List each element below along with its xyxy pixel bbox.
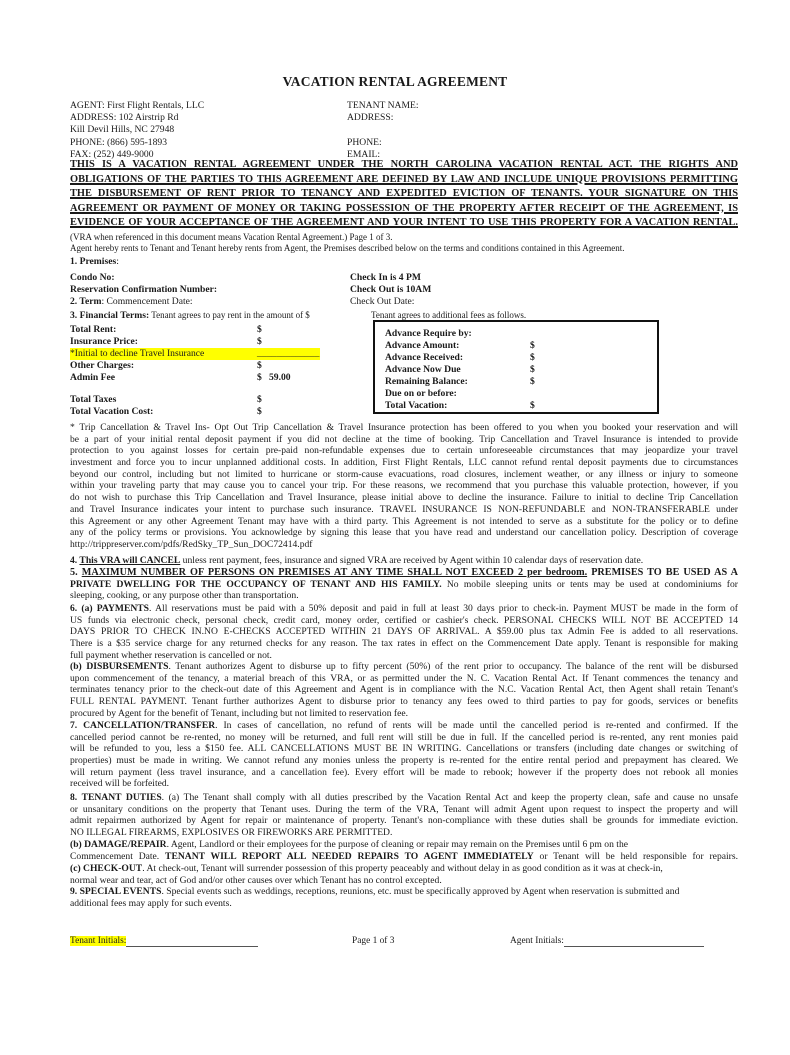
- premises-heading: [70, 256, 119, 267]
- fin-value[interactable]: $: [257, 406, 262, 417]
- paragraph-line: do not wish to purchase this Trip Cancellation and Travel Insurance, please initial above to decline the insurance. Failure to initial to decline Trip Cancellation: [70, 492, 738, 504]
- check-out-date-label[interactable]: Check Out Date:: [350, 296, 415, 307]
- advance-payment-box: [373, 320, 659, 414]
- section-text: NO ILLEGAL FIREARMS, EXPLOSIVES OR FIREWORKS ARE PERMITTED.: [70, 827, 393, 839]
- section-text: . In cases of cancellation, no refund of rents will be made until the cancelled period is re-rented and confirmed. If the: [215, 720, 738, 731]
- fin-value: $ 59.00: [257, 372, 291, 383]
- section-text: cancelled period cannot be re-rented, no money will be returned, and full rent will still be due in full. If the cancelled period is re-rented, any rent monies paid: [70, 731, 738, 743]
- section-text: . Tenant authorizes Agent to disburse up to fifty percent (50%) of the rent prior to occupancy. The balance of the rent will be disbursed: [168, 661, 738, 672]
- section-8-tenant-duties: [70, 792, 738, 839]
- section-text: additional fees may apply for such events.: [70, 897, 232, 909]
- decline-insurance-initial-field[interactable]: _____________: [257, 348, 320, 359]
- advance-value[interactable]: $: [530, 364, 535, 375]
- premises-colon: :: [116, 256, 119, 267]
- section-6a-payments: [70, 603, 738, 661]
- section-text: . Special events such as weddings, receptions, reunions, etc. must be specifically approved by Agent when reservation is submitted and: [161, 886, 680, 897]
- notice-line: THE DISBURSEMENT OF RENT PRIOR TO TENANCY AND EXPEDITED EVICTION OF TENANTS. YOUR SIGNATURE ON THIS: [70, 188, 738, 200]
- section-heading: (b) DISBURSEMENTS: [70, 661, 169, 672]
- advance-value[interactable]: $: [530, 340, 535, 351]
- section-text: procured by Agent for the benefit of Tenant, including but not limited to reservation fee.: [70, 707, 409, 719]
- advance-value[interactable]: $: [530, 400, 535, 411]
- advance-row[interactable]: [385, 340, 535, 352]
- paragraph-line: protection to you against losses for certain pre-paid non-refundable expenses due to certain unforeseeable circumstances that may jeopardize your travel: [70, 445, 738, 457]
- fin-label: *Initial to decline Travel Insurance: [70, 348, 205, 359]
- check-out-time: Check Out is 10AM: [350, 284, 432, 295]
- fin-label: Total Vacation Cost:: [70, 406, 154, 417]
- section-text-bold: TENANT WILL REPORT ALL NEEDED REPAIRS TO AGENT IMMEDIATELY: [165, 850, 534, 862]
- section-text: will be refunded to you, less a $150 fee. ALL CANCELLATIONS MUST BE IN WRITING. Cancellations or transfers (including date changes or switching of: [70, 743, 738, 755]
- tenant-initials-label: Tenant Initials:: [70, 936, 127, 946]
- page-number: Page 1 of 3: [352, 936, 395, 946]
- section-number: 5.: [70, 567, 82, 578]
- tenant-email-label[interactable]: EMAIL:: [347, 148, 381, 160]
- section-8b-damage-repair: [70, 839, 738, 862]
- section-text: will return payment (less travel insurance, and a cancellation fee). Every effort will be made to rebook; however if the property does not rebook all monies: [70, 766, 738, 778]
- section-text: . At check-out, Tenant will surrender possession of this property peaceably and without delay in as good condition as it was at check-in,: [142, 863, 663, 874]
- fin-row-insurance-price[interactable]: [70, 336, 320, 348]
- check-in-time: Check In is 4 PM: [350, 272, 421, 283]
- advance-row[interactable]: [385, 400, 535, 412]
- document-title: VACATION RENTAL AGREEMENT: [282, 74, 508, 89]
- agent-phone: PHONE: (866) 595-1893: [70, 136, 167, 148]
- paragraph-line: within your traveling party that may cause you to cancel your trip. For these reasons, we recommend that you purchase this valuable protection, however, if you: [70, 480, 738, 492]
- intro-text: Agent hereby rents to Tenant and Tenant hereby rents from Agent, the Premises described below on the terms and conditions contained in this Agreement.: [70, 243, 625, 253]
- fin-value[interactable]: $: [257, 394, 262, 405]
- premises-heading-text: 1. Premises: [70, 256, 117, 267]
- section-heading: (c) CHECK-OUT: [70, 863, 143, 874]
- fin-label: Total Taxes: [70, 394, 117, 405]
- coverage-link[interactable]: http://trippreserver.com/pdfs/RedSky_TP_Sun_DOC72414.pdf: [70, 538, 313, 550]
- paragraph-line: beyond our control, including but not limited to hurricane or storm-cause evacuations, road closures, inclement weather, or any illness or injury to someone: [70, 468, 738, 480]
- tenant-info: [347, 100, 419, 161]
- travel-insurance-paragraph: [70, 422, 738, 551]
- advance-row[interactable]: [385, 352, 535, 364]
- term-heading: 2. Term: [70, 296, 102, 307]
- financial-text: Tenant agrees to pay rent in the amount of $: [149, 310, 310, 320]
- fin-label: Other Charges:: [70, 360, 135, 371]
- advance-label: Due on or before:: [385, 388, 457, 399]
- paragraph-line: be a part of your initial rental deposit payment if you did not decline at the time of booking. Trip Cancellation and Travel Insurance is intended to provide: [70, 433, 738, 445]
- section-text: full payment whether reservation is cancelled or not.: [70, 649, 272, 661]
- section-text: US funds via electronic check, personal check, credit card, money order, certified or cashier's check. PERSONAL CHECKS WILL NOT BE ACCEPTED 14: [70, 614, 738, 626]
- section-text: or unsanitary conditions on the property that Tenant uses. During the term of the VRA, Tenant will admit Agent upon request to inspect the property and will: [70, 803, 738, 815]
- section-text: admit repairmen authorized by Agent for repair or maintenance of property. Tenant's non-compliance with these duties shall be grounds for immediate eviction.: [70, 815, 738, 827]
- paragraph-line: * Trip Cancellation & Travel Ins- Opt Out Trip Cancellation & Travel Insurance protection has been offered to you when you booked your reservation and will: [70, 422, 738, 433]
- fin-label: Insurance Price:: [70, 336, 138, 347]
- advance-value[interactable]: $: [530, 352, 535, 363]
- section-text: terminates tenancy prior to the check-out date of this Agreement and Agent is in compliance with the N.C. Vacation Rental Act, then Agent shall retain Tenant's: [70, 684, 738, 696]
- fin-value[interactable]: $: [257, 360, 262, 371]
- section-6b-disbursements: [70, 661, 738, 719]
- fin-row-total-taxes[interactable]: [70, 394, 320, 406]
- section-heading: 8. TENANT DUTIES: [70, 792, 162, 803]
- paragraph-line: investment and force you to incur unplanned additional costs. In addition, First Flight Rentals, LLC cannot refund rental deposit payments due to circumstances: [70, 457, 738, 469]
- section-heading: 9. SPECIAL EVENTS: [70, 886, 162, 897]
- section-text-bold: PREMISES TO BE USED AS A: [587, 567, 739, 578]
- fin-row-decline-insurance[interactable]: [70, 348, 320, 360]
- tenant-phone-label[interactable]: PHONE:: [347, 136, 382, 148]
- section-text: or Tenant will be held responsible for repairs.: [533, 850, 738, 862]
- section-text: unless rent payment, fees, insurance and signed VRA are received by Agent within 10 calendar days of reservation date.: [180, 555, 644, 566]
- fin-row-total-vacation-cost[interactable]: [70, 406, 320, 418]
- reservation-number-label[interactable]: Reservation Confirmation Number:: [70, 284, 218, 295]
- section-4: [70, 555, 738, 567]
- advance-label: Total Vacation:: [385, 400, 448, 411]
- notice-line: THIS IS A VACATION RENTAL AGREEMENT UNDER THE NORTH CAROLINA VACATION RENTAL ACT. THE RIGHTS AND: [70, 159, 738, 170]
- advance-row[interactable]: [385, 328, 472, 340]
- section-text: properties) must be made in writing. We cannot refund any monies unless the property is re-rented for the entire rental period and prepayment has cleared. We: [70, 755, 738, 767]
- agent-name: AGENT: First Flight Rentals, LLC: [70, 100, 205, 111]
- condo-no-label[interactable]: Condo No:: [70, 272, 115, 283]
- cancel-notice: This VRA will CANCEL: [79, 555, 181, 566]
- notice-line: OBLIGATIONS OF THE PARTIES TO THIS AGREEMENT ARE DEFINED BY LAW AND INCLUDE UNIQUE PROVISIONS PERMITTING: [70, 173, 738, 185]
- fin-row-admin-fee[interactable]: [70, 372, 320, 384]
- paragraph-line: and Travel Insurance indicates your intent to purchase such insurance. TRAVEL INSURANCE IS NON-REFUNDABLE and NON-TRANSFERABLE under: [70, 503, 738, 515]
- advance-label: Advance Received:: [385, 352, 464, 363]
- section-5: [70, 567, 738, 602]
- section-9-special-events: [70, 886, 738, 909]
- section-heading: 6. (a) PAYMENTS: [70, 603, 150, 614]
- section-text: sleeping, cooking, or any purpose other than transportation.: [70, 590, 299, 602]
- section-text: No mobile sleeping units or tents may be used at condominiums for: [441, 578, 738, 590]
- fin-value[interactable]: $: [257, 336, 262, 347]
- tenant-address-label[interactable]: ADDRESS:: [347, 112, 394, 124]
- agent-initials-field[interactable]: [510, 936, 704, 947]
- tenant-initials-line[interactable]: [126, 936, 258, 947]
- section-8c-check-out: [70, 863, 738, 886]
- section-text: received will be forfeited.: [70, 778, 170, 790]
- advance-label: Advance Require by:: [385, 328, 472, 339]
- notice-line: EVIDENCE OF YOUR ACCEPTANCE OF THE AGREEMENT AND YOUR INTENT TO USE THIS PROPERTY FOR A VACATION RENTAL.: [70, 217, 738, 229]
- section-text: . All reservations must be paid with a 50% deposit and paid in full at least 30 days prior to check-in. Payment MUST be made in the form of: [149, 603, 739, 614]
- fin-value[interactable]: $: [257, 324, 262, 335]
- notice-line: AGREEMENT OR PAYMENT OF MONEY OR TAKING POSSESSION OF THE PROPERTY AFTER RECEIPT OF THE AGREEMENT, IS: [70, 202, 738, 214]
- agent-city: Kill Devil Hills, NC 27948: [70, 124, 175, 136]
- agent-fax: FAX: (252) 449-9000: [70, 148, 154, 160]
- financial-heading-row: [70, 310, 310, 321]
- agent-initials-label: Agent Initials:: [510, 936, 564, 946]
- tenant-name-label[interactable]: TENANT NAME:: [347, 100, 419, 111]
- section-text: normal wear and tear, act of God and/or other causes over which Tenant has no control excepted.: [70, 874, 442, 886]
- advance-label: Advance Amount:: [385, 340, 460, 351]
- agent-initials-line[interactable]: [564, 936, 704, 947]
- advance-row[interactable]: [385, 376, 535, 388]
- section-number: 4.: [70, 555, 80, 566]
- vra-note: (VRA when referenced in this document means Vacation Rental Agreement.) Page 1 of 3.: [70, 232, 393, 242]
- fin-row-other-charges[interactable]: [70, 360, 320, 372]
- term-row: [70, 296, 193, 307]
- section-text: There is a $35 service charge for any returned checks for any reason. The tax rates in effect on the Commencement Date apply. Tenant is responsible for making: [70, 638, 738, 650]
- section-text: . (a) The Tenant shall comply with all duties prescribed by the Vacation Rental Act and keep the property clean, safe and cause no unsafe: [161, 792, 738, 803]
- fin-row-total-rent[interactable]: [70, 324, 320, 336]
- commencement-date-label[interactable]: : Commencement Date:: [101, 296, 193, 307]
- max-persons-notice: MAXIMUM NUMBER OF PERSONS ON PREMISES AT ANY TIME SHALL NOT EXCEED 2 per bedroom.: [81, 567, 588, 578]
- fin-label: Total Rent:: [70, 324, 117, 335]
- advance-value[interactable]: $: [530, 376, 535, 387]
- fin-label: Admin Fee: [70, 372, 116, 383]
- section-7-cancellation: [70, 720, 738, 790]
- paragraph-line: any of the policy terms or provisions. You acknowledge by signing this lease that you have read and understand our cancellation policy. Description of coverage: [70, 527, 738, 539]
- advance-label: Advance Now Due: [385, 364, 461, 375]
- advance-row[interactable]: [385, 388, 457, 400]
- tenant-initials-field[interactable]: [70, 936, 258, 947]
- section-text: FULL RENTAL PAYMENT. Tenant further authorizes Agent to disburse prior to tenancy any fees owed to third parties to pay for goods, services or benefits: [70, 696, 738, 708]
- advance-label: Remaining Balance:: [385, 376, 468, 387]
- financial-heading: 3. Financial Terms:: [70, 310, 150, 321]
- additional-fees-text: Tenant agrees to additional fees as follows.: [371, 310, 527, 320]
- agent-info: [70, 100, 204, 161]
- advance-row[interactable]: [385, 364, 535, 376]
- section-text-bold: PRIVATE DWELLING FOR THE OCCUPANCY OF TENANT AND HIS FAMILY.: [70, 578, 442, 590]
- section-heading: (b) DAMAGE/REPAIR: [70, 839, 167, 850]
- section-text: . Agent, Landlord or their employees for the purpose of cleaning or repair may remain on the Premises until 6 pm on the: [166, 839, 629, 850]
- section-text: Commencement Date.: [70, 850, 166, 862]
- legal-notice: [70, 158, 738, 231]
- section-text: upon commencement of the tenancy, a material breach of this VRA, or as permitted under the N. C. Vacation Rental Act. If Tenant commences the tenancy and: [70, 672, 738, 684]
- section-heading: 7. CANCELLATION/TRANSFER: [70, 720, 216, 731]
- paragraph-line: this Agreement or any other Agreement Tenant may have with a third party. This Agreement is not intended to serve as a substitute for the policy or to define: [70, 515, 738, 527]
- section-text: DAYS PRIOR TO CHECK IN.NO E-CHECKS ACCEPTED WITHIN 21 DAYS OF ARRIVAL. A $59.00 plus tax Admin Fee is added to all reservations.: [70, 626, 738, 638]
- agent-address: ADDRESS: 102 Airstrip Rd: [70, 112, 179, 124]
